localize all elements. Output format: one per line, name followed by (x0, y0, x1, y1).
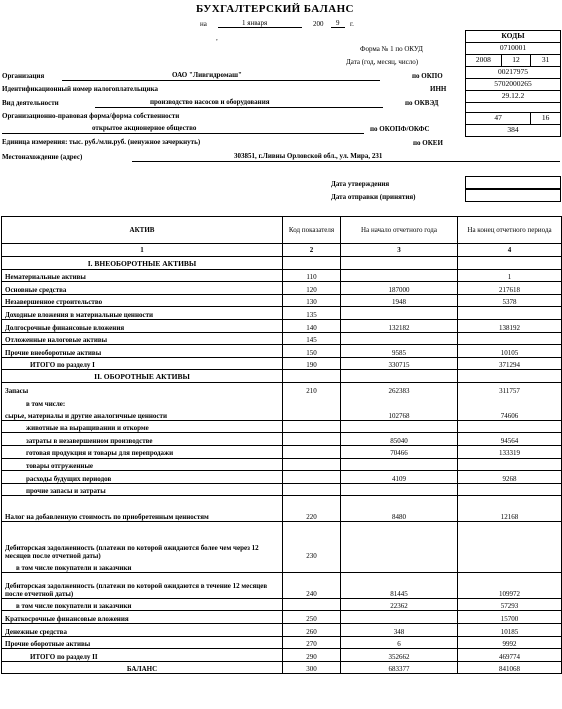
table-row (2, 483, 562, 496)
row-start: 70466 (341, 445, 458, 458)
row-end (458, 257, 562, 270)
row-end (458, 420, 562, 433)
header-asset: АКТИВ (2, 217, 283, 244)
row-end: 133319 (458, 445, 562, 458)
table-row (2, 572, 562, 598)
table-row (2, 332, 562, 345)
row-label: Денежные средства (2, 624, 283, 637)
row-end: 10105 (458, 345, 562, 358)
row-label: ИТОГО по разделу I (2, 357, 283, 370)
activity-value: производство насосов и оборудования (150, 98, 270, 106)
table-row (2, 433, 562, 446)
row-code (283, 560, 341, 573)
row-start (341, 370, 458, 383)
inn-value: 5702000265 (466, 79, 561, 91)
table-row (2, 636, 562, 649)
row-end: 138192 (458, 319, 562, 332)
column-number-2: 2 (283, 244, 341, 257)
row-code (283, 370, 341, 383)
table-row (2, 611, 562, 624)
row-code: 250 (283, 611, 341, 624)
row-label: прочие запасы и затраты (2, 483, 283, 496)
row-start: 102768 (341, 408, 458, 421)
location-value: 303851, г.Ливны Орловской обл., ул. Мира, 231 (234, 152, 383, 160)
date-month: 12 (501, 55, 531, 67)
row-end (458, 560, 562, 573)
section-title: II. ОБОРОТНЫЕ АКТИВЫ (2, 370, 283, 383)
row-start (341, 420, 458, 433)
row-code: 110 (283, 269, 341, 282)
org-name: ОАО "Ливгидромаш" (172, 71, 242, 79)
row-start: 187000 (341, 282, 458, 295)
row-label: Налог на добавленную стоимость по приобретенным ценностям (2, 496, 283, 522)
row-end: 469774 (458, 649, 562, 662)
date-underline (218, 27, 302, 28)
okved-value: 29.12.2 (466, 91, 561, 103)
row-end: 9992 (458, 636, 562, 649)
row-end: 10185 (458, 624, 562, 637)
legal-form-label: Организационно-правовая форма/форма собственности (2, 112, 180, 120)
row-start: 262383 (341, 382, 458, 395)
okei-label: по ОКЕИ (413, 139, 443, 147)
year-suffix: г. (350, 20, 354, 28)
table-row (2, 661, 562, 674)
activity-label: Вид деятельности (2, 99, 59, 107)
table-row (2, 257, 562, 270)
row-code: 190 (283, 357, 341, 370)
row-code (283, 471, 341, 484)
table-row (2, 282, 562, 295)
row-start: 85040 (341, 433, 458, 446)
row-code (283, 433, 341, 446)
row-end: 311757 (458, 382, 562, 395)
row-label: Отложенные налоговые активы (2, 332, 283, 345)
row-end (458, 483, 562, 496)
row-code: 290 (283, 649, 341, 662)
inn-short: ИНН (430, 85, 447, 93)
table-row (2, 294, 562, 307)
table-row (2, 458, 562, 471)
row-label: Доходные вложения в материальные ценности (2, 307, 283, 320)
sent-label: Дата отправки (принятия) (331, 193, 416, 201)
row-label: Краткосрочные финансовые вложения (2, 611, 283, 624)
row-end: 109972 (458, 572, 562, 598)
row-start (341, 307, 458, 320)
year-value: 9 (336, 19, 340, 27)
org-underline (62, 80, 380, 81)
okud-value: 0710001 (466, 43, 561, 55)
row-code: 240 (283, 572, 341, 598)
org-label: Организация (2, 72, 45, 80)
inn-label: Идентификационный номер налогоплательщика (2, 85, 159, 93)
row-label: Долгосрочные финансовые вложения (2, 319, 283, 332)
row-end: 15700 (458, 611, 562, 624)
row-code: 120 (283, 282, 341, 295)
row-label: Дебиторская задолженность (платежи по которой ожидаются в течение 12 месяцев после отчетной даты) (2, 572, 283, 598)
year-prefix: 200 (313, 20, 324, 28)
row-start (341, 395, 458, 408)
row-code (283, 458, 341, 471)
date-year: 2008 (466, 55, 502, 67)
codes-table (465, 30, 561, 137)
row-code: 135 (283, 307, 341, 320)
row-start (341, 483, 458, 496)
date-day: 31 (531, 55, 561, 67)
table-row (2, 496, 562, 522)
row-start (341, 560, 458, 573)
okud-label: Форма № 1 по ОКУД (360, 45, 423, 53)
row-label: Прочие оборотные активы (2, 636, 283, 649)
row-end: 57293 (458, 598, 562, 611)
date-label: Дата (год, месяц, число) (346, 58, 419, 66)
date-prefix: на (200, 20, 207, 28)
legal-form-value: открытое акционерное общество (92, 124, 197, 132)
row-end: 74606 (458, 408, 562, 421)
table-row (2, 307, 562, 320)
row-end: 841068 (458, 661, 562, 674)
column-number-3: 3 (341, 244, 458, 257)
row-label: ИТОГО по разделу II (2, 649, 283, 662)
approval-box (465, 176, 561, 189)
table-row (2, 269, 562, 282)
row-code (283, 483, 341, 496)
row-code (283, 420, 341, 433)
table-row (2, 598, 562, 611)
row-end (458, 458, 562, 471)
row-start: 352662 (341, 649, 458, 662)
codes-header: КОДЫ (466, 31, 561, 43)
date-value: 1 января (242, 19, 268, 27)
row-code: 210 (283, 382, 341, 395)
balance-table (1, 216, 562, 674)
row-code: 220 (283, 496, 341, 522)
row-label: животные на выращивании и откорме (2, 420, 283, 433)
okopf-label: по ОКОПФ/ОКФС (370, 125, 430, 133)
row-start: 9585 (341, 345, 458, 358)
row-code (283, 408, 341, 421)
sent-box (465, 189, 561, 202)
okei-value: 384 (466, 125, 561, 137)
table-row (2, 522, 562, 560)
approval-label: Дата утверждения (331, 180, 390, 188)
table-row (2, 319, 562, 332)
row-start (341, 458, 458, 471)
row-start (341, 522, 458, 560)
table-row (2, 395, 562, 408)
row-label: готовая продукция и товары для перепродажи (2, 445, 283, 458)
row-code (283, 598, 341, 611)
row-code: 150 (283, 345, 341, 358)
table-row (2, 560, 562, 573)
row-end: 5378 (458, 294, 562, 307)
row-start: 330715 (341, 357, 458, 370)
table-row (2, 357, 562, 370)
header-end: На конец отчетного периода (458, 217, 562, 244)
row-end: 217618 (458, 282, 562, 295)
row-label: Незавершенное строительство (2, 294, 283, 307)
location-label: Местонахождение (адрес) (2, 153, 83, 161)
table-row (2, 445, 562, 458)
row-start (341, 257, 458, 270)
okpo-value: 00217975 (466, 67, 561, 79)
row-end: 9268 (458, 471, 562, 484)
row-start: 132182 (341, 319, 458, 332)
row-code: 130 (283, 294, 341, 307)
row-end (458, 332, 562, 345)
table-row (2, 649, 562, 662)
row-code: 145 (283, 332, 341, 345)
row-start (341, 269, 458, 282)
row-start: 1948 (341, 294, 458, 307)
row-label: в том числе покупатели и заказчики (2, 598, 283, 611)
okfs-value: 16 (531, 113, 561, 125)
row-code (283, 395, 341, 408)
row-label: БАЛАНС (2, 661, 283, 674)
row-code (283, 445, 341, 458)
row-label: Нематериальные активы (2, 269, 283, 282)
row-end: 12168 (458, 496, 562, 522)
table-row (2, 471, 562, 484)
okved-label: по ОКВЭД (405, 99, 439, 107)
row-end: 371294 (458, 357, 562, 370)
row-start: 4109 (341, 471, 458, 484)
header-start: На начало отчетного года (341, 217, 458, 244)
row-end: 94564 (458, 433, 562, 446)
table-row (2, 408, 562, 421)
table-row (2, 382, 562, 395)
row-start (341, 611, 458, 624)
location-underline (132, 161, 560, 162)
row-label: сырье, материалы и другие аналогичные ценности (2, 408, 283, 421)
okpo-label: по ОКПО (412, 72, 443, 80)
header-code: Код показателя (283, 217, 341, 244)
row-code: 230 (283, 522, 341, 560)
row-label: Дебиторская задолженность (платежи по которой ожидаются более чем через 12 месяцев после отчетной даты) (2, 522, 283, 560)
row-label: расходы будущих периодов (2, 471, 283, 484)
table-row (2, 420, 562, 433)
table-row (2, 624, 562, 637)
row-code: 140 (283, 319, 341, 332)
row-end (458, 395, 562, 408)
row-label: Запасы (2, 382, 283, 395)
legal-form-underline (2, 133, 364, 134)
row-label: Прочие внеоборотные активы (2, 345, 283, 358)
header-comma: , (216, 34, 218, 42)
row-start: 81445 (341, 572, 458, 598)
okopf-value: 47 (466, 113, 531, 125)
row-start (341, 332, 458, 345)
row-code: 300 (283, 661, 341, 674)
row-label: в том числе покупатели и заказчики (2, 560, 283, 573)
row-code (283, 257, 341, 270)
year-underline (331, 27, 345, 28)
row-label: товары отгруженные (2, 458, 283, 471)
row-start: 683377 (341, 661, 458, 674)
row-label: затраты в незавершенном производстве (2, 433, 283, 446)
row-code: 270 (283, 636, 341, 649)
activity-underline (95, 107, 383, 108)
row-end (458, 307, 562, 320)
table-row (2, 345, 562, 358)
row-label: Основные средства (2, 282, 283, 295)
row-end (458, 370, 562, 383)
row-code: 260 (283, 624, 341, 637)
section-title: I. ВНЕОБОРОТНЫЕ АКТИВЫ (2, 257, 283, 270)
unit-label: Единица измерения: тыс. руб./млн.руб. (ненужное зачеркнуть) (2, 138, 201, 146)
row-label: в том числе: (2, 395, 283, 408)
row-start: 348 (341, 624, 458, 637)
row-end: 1 (458, 269, 562, 282)
codes-blank (466, 103, 561, 113)
table-row (2, 370, 562, 383)
row-start: 6 (341, 636, 458, 649)
row-start: 8480 (341, 496, 458, 522)
row-start: 22362 (341, 598, 458, 611)
form-title: БУХГАЛТЕРСКИЙ БАЛАНС (196, 3, 354, 15)
column-number-1: 1 (2, 244, 283, 257)
row-end (458, 522, 562, 560)
column-number-4: 4 (458, 244, 562, 257)
